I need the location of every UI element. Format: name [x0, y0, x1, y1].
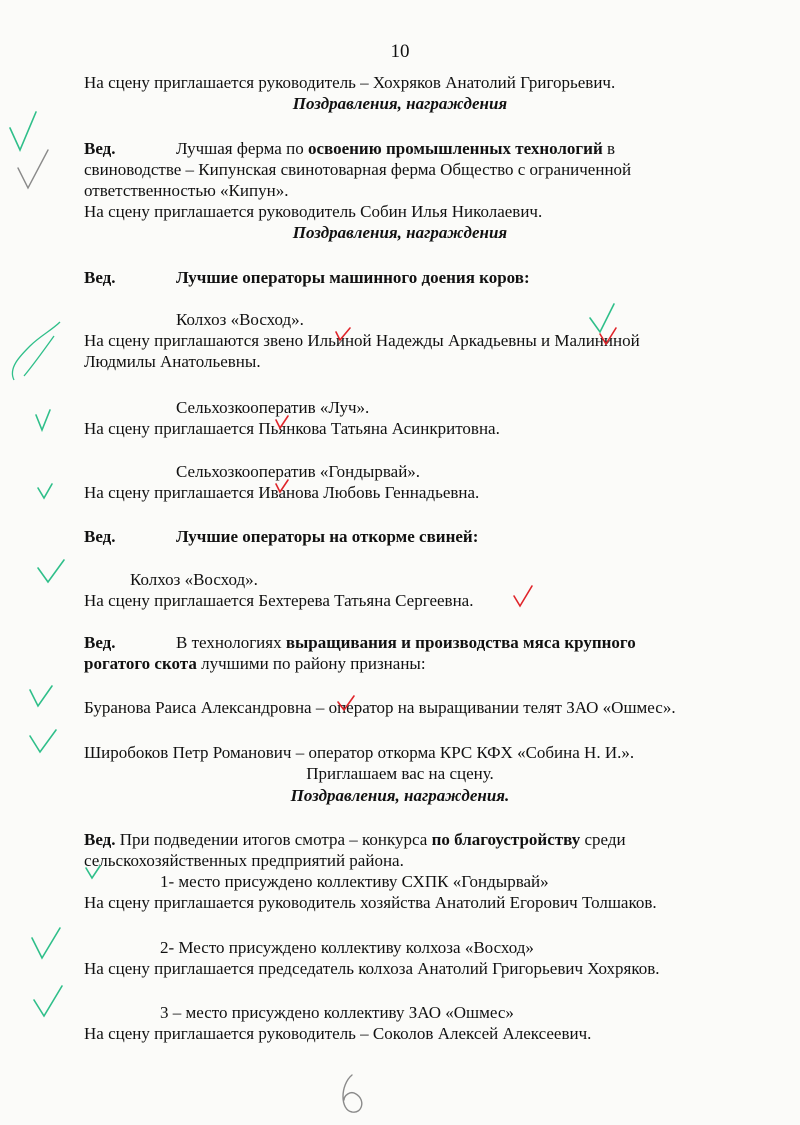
section-heading-line: [84, 268, 530, 288]
congrats-heading: Поздравления, награждения: [292, 223, 508, 242]
check-mark: [34, 986, 62, 1016]
place-line: 2- Место присуждено коллективу колхоза «Восход»: [160, 938, 534, 957]
invite-line: Приглашаем вас на сцену.: [306, 764, 494, 783]
invite-line: На сцену приглашаются звено Ильиной Надежды Аркадьевны и Малининой: [84, 331, 640, 350]
invite-line: На сцену приглашается Иванова Любовь Геннадьевна.: [84, 483, 480, 502]
margin-note: [12, 322, 60, 380]
invite-line: На сцену приглашается руководитель Собин Илья Николаевич.: [84, 202, 543, 221]
presenter-label: Вед.: [84, 830, 116, 849]
farm-name: Сельхозкооператив «Луч».: [176, 398, 370, 417]
invite-line: На сцену приглашается председатель колхоза Анатолий Григорьевич Хохряков.: [84, 959, 660, 978]
place-line: 3 – место присуждено коллективу ЗАО «Ошмес»: [160, 1003, 514, 1022]
paragraph-line: ответственностью «Кипун».: [84, 181, 289, 200]
nominee-line: Широбоков Петр Романович – оператор откорма КРС КФХ «Собина Н. И.».: [84, 743, 635, 762]
paragraph-line: [84, 633, 636, 653]
paragraph-text: Лучшая ферма по освоению промышленных технологий в: [176, 139, 616, 158]
page-number-handwritten: [343, 1075, 362, 1112]
farm-name: Колхоз «Восход».: [176, 310, 304, 329]
paragraph-line: свиноводстве – Кипунская свинотоварная ферма Общество с ограниченной: [84, 160, 632, 179]
margin-note-stroke: [12, 322, 60, 380]
congrats-heading: Поздравления, награждения: [292, 94, 508, 113]
place-line: 1- место присуждено коллективу СХПК «Гондырвай»: [160, 872, 549, 891]
check-mark: [38, 560, 64, 582]
farm-name: Колхоз «Восход».: [130, 570, 258, 589]
paragraph-line: [84, 139, 616, 159]
check-mark: [590, 304, 614, 332]
check-mark: [32, 928, 60, 958]
invite-line: На сцену приглашается руководитель – Хохряков Анатолий Григорьевич.: [84, 73, 616, 92]
presenter-label: Вед.: [84, 633, 116, 652]
congrats-heading: Поздравления, награждения.: [290, 786, 510, 805]
farm-name: Сельхозкооператив «Гондырвай».: [176, 462, 421, 481]
check-mark: [30, 686, 52, 706]
nominee-line: Буранова Раиса Александровна – оператор на выращивании телят ЗАО «Ошмес».: [84, 698, 676, 717]
paragraph-line: Вед. При подведении итогов смотра – конкурса по благоустройству среди: [84, 830, 626, 849]
section-heading: Лучшие операторы на откорме свиней:: [176, 527, 479, 546]
presenter-label: Вед.: [84, 139, 116, 158]
margin-note-stroke: [24, 336, 54, 376]
paragraph-text: В технологиях выращивания и производства мяса крупного: [176, 633, 636, 652]
paragraph-line: сельскохозяйственных предприятий района.: [84, 851, 404, 870]
invite-line: На сцену приглашается руководитель – Соколов Алексей Алексеевич.: [84, 1024, 592, 1043]
page-number: 10: [390, 41, 410, 62]
check-mark: [10, 112, 36, 150]
section-heading-line: [84, 527, 479, 547]
presenter-label: Вед.: [84, 527, 116, 546]
invite-line: Людмилы Анатольевны.: [84, 352, 261, 371]
invite-line: На сцену приглашается Пьянкова Татьяна Асинкритовна.: [84, 419, 500, 438]
check-mark: [514, 586, 532, 606]
check-mark: [38, 484, 52, 498]
invite-line: На сцену приглашается руководитель хозяйства Анатолий Егорович Толшаков.: [84, 893, 657, 912]
pencil-check-mark: [18, 150, 48, 188]
presenter-label: Вед.: [84, 268, 116, 287]
paragraph-line: рогатого скота лучшими по району признаны:: [84, 654, 426, 673]
section-heading: Лучшие операторы машинного доения коров:: [176, 268, 530, 287]
invite-line: На сцену приглашается Бехтерева Татьяна Сергеевна.: [84, 591, 474, 610]
check-mark: [36, 410, 50, 430]
check-mark: [30, 730, 56, 752]
